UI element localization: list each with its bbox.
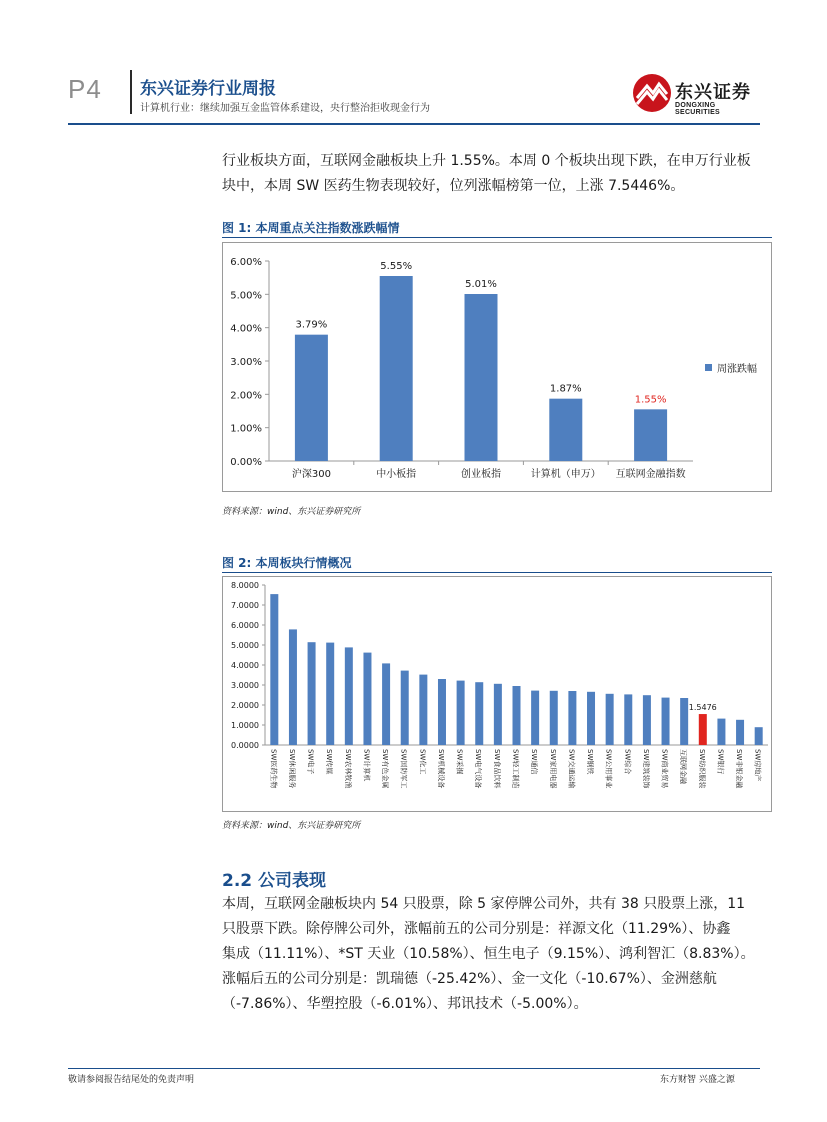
- section-line-4: 涨幅后五的公司分别是：凯瑞德（-25.42%）、金一文化（-10.67%）、金洲慈航: [222, 971, 717, 987]
- bar: [494, 684, 502, 745]
- intro-paragraph: [222, 149, 762, 199]
- section-line-1: 本周，互联网金融板块内 54 只股票，除 5 家停牌公司外，共有 38 只股票上涨，11: [222, 896, 746, 912]
- footer-slogan: 东方财智 兴盛之源: [660, 1075, 735, 1085]
- footer-rule: [68, 1068, 760, 1069]
- page-number: P4: [68, 74, 102, 104]
- bar: [270, 594, 278, 745]
- x-category-label: SW综合: [623, 749, 632, 775]
- report-title: 东兴证券行业周报: [140, 79, 276, 99]
- y-tick-label: 1.0000: [231, 721, 259, 730]
- bar-data-label: 1.87%: [549, 383, 582, 395]
- bar: [289, 629, 297, 745]
- x-category-label: SW电气设备: [474, 749, 483, 789]
- footer-disclaimer: 敬请参阅报告结尾处的免责声明: [68, 1075, 195, 1085]
- figure2-title: 图 2: 本周板块行情概况: [222, 556, 352, 570]
- x-category-label: 沪深300: [291, 469, 331, 480]
- figure2-title-rule: [222, 572, 772, 573]
- header-rule: [68, 123, 760, 125]
- bar: [531, 691, 539, 745]
- figure2-source: 资料来源：wind、东兴证券研究所: [222, 821, 361, 831]
- bar: [419, 675, 427, 745]
- bar: [457, 681, 465, 745]
- bar: [295, 335, 328, 461]
- header-divider: [130, 70, 132, 114]
- bar-data-label: 1.55%: [634, 394, 667, 406]
- x-category-label: SW银行: [716, 749, 725, 775]
- section-line-5: （-7.86%）、华塑控股（-6.01%）、邦讯技术（-5.00%）。: [222, 996, 588, 1012]
- y-tick-label: 2.00%: [230, 390, 262, 402]
- bar-data-label: 1.5476: [688, 703, 717, 713]
- legend-label: 周涨跌幅: [717, 364, 757, 375]
- bar: [549, 399, 582, 461]
- bar: [326, 643, 334, 745]
- y-tick-label: 6.0000: [231, 621, 259, 630]
- x-category-label: SW公用事业: [604, 749, 613, 789]
- y-tick-label: 5.00%: [230, 290, 262, 302]
- x-category-label: SW房地产: [753, 749, 762, 782]
- y-tick-label: 5.0000: [231, 641, 259, 650]
- x-category-label: SW采掘: [455, 749, 464, 775]
- figure1-chart: [223, 243, 771, 491]
- bar-data-label: 3.79%: [295, 319, 328, 331]
- bar: [401, 671, 409, 745]
- section-line-3: 集成（11.11%）、*ST 天业（10.58%）、恒生电子（9.15%）、鸿利智汇（8.83%）。: [222, 946, 755, 962]
- x-category-label: SW计算机: [362, 749, 371, 782]
- bar: [662, 698, 670, 745]
- legend-swatch: [705, 364, 712, 371]
- bar: [475, 682, 483, 745]
- bar: [465, 294, 498, 461]
- bar: [308, 642, 316, 745]
- bar: [363, 653, 371, 745]
- x-category-label: 互联网金融: [679, 749, 688, 784]
- x-category-label: SW传媒: [325, 749, 334, 775]
- bar: [568, 691, 576, 745]
- x-category-label: SW国防军工: [399, 749, 408, 789]
- y-tick-label: 7.0000: [231, 601, 259, 610]
- x-category-label: SW机械设备: [436, 749, 445, 789]
- x-category-label: SW家用电器: [548, 749, 557, 789]
- logo-text-en: DONGXING SECURITIES: [675, 102, 721, 116]
- figure1-title-rule: [222, 237, 772, 238]
- x-category-label: 互联网金融指数: [615, 469, 686, 480]
- figure1-title: 图 1: 本周重点关注指数涨跌幅情: [222, 221, 400, 235]
- x-category-label: SW建筑装饰: [641, 749, 650, 789]
- bar: [624, 694, 632, 745]
- figure1-source: 资料来源：wind、东兴证券研究所: [222, 507, 361, 517]
- x-category-label: SW纺织服装: [697, 749, 706, 789]
- bar: [438, 679, 446, 745]
- x-category-label: SW非银金融: [735, 749, 744, 789]
- y-tick-label: 1.00%: [230, 423, 262, 435]
- bar-data-label: 5.01%: [465, 279, 497, 290]
- section-heading: 2.2 公司表现: [222, 871, 327, 891]
- y-tick-label: 8.0000: [231, 581, 259, 590]
- y-tick-label: 0.00%: [230, 457, 262, 468]
- bar: [382, 663, 390, 745]
- intro-line-1: 行业板块方面，互联网金融板块上升 1.55%。本周 0 个板块出现下跌，在申万行业板: [222, 153, 751, 169]
- x-category-label: SW休闲服务: [287, 749, 296, 789]
- x-category-label: SW农林牧渔: [343, 749, 352, 789]
- y-tick-label: 4.0000: [231, 661, 259, 670]
- bar: [680, 698, 688, 745]
- logo-text-cn: 东兴证券: [675, 82, 751, 103]
- x-category-label: SW食品饮料: [492, 749, 501, 789]
- intro-line-2: 块中，本周 SW 医药生物表现较好，位列涨幅榜第一位，上涨 7.5446%。: [222, 178, 685, 194]
- bar: [643, 695, 651, 745]
- x-category-label: SW轻工制造: [511, 749, 520, 789]
- bar: [513, 686, 521, 745]
- x-category-label: SW电子: [306, 749, 315, 775]
- figure2-chart: [223, 577, 771, 811]
- x-category-label: SW交通运输: [567, 749, 576, 789]
- bar: [550, 691, 558, 745]
- figure1-frame: [222, 242, 772, 492]
- x-category-label: SW化工: [418, 749, 427, 775]
- bar-data-label: 5.55%: [380, 261, 413, 272]
- section-paragraph: [222, 892, 767, 1017]
- x-category-label: 创业板指: [461, 469, 501, 480]
- y-tick-label: 6.00%: [230, 257, 262, 268]
- y-tick-label: 4.00%: [230, 323, 262, 335]
- y-tick-label: 2.0000: [231, 701, 259, 710]
- y-tick-label: 3.00%: [230, 357, 262, 368]
- section-line-2: 只股票下跌。除停牌公司外，涨幅前五的公司分别是：祥源文化（11.29%）、协鑫: [222, 921, 731, 937]
- bar: [755, 727, 763, 745]
- y-tick-label: 0.0000: [231, 741, 259, 750]
- report-subtitle: 计算机行业：继续加强互金监管体系建设，央行整治拒收现金行为: [140, 103, 430, 114]
- x-category-label: SW商业贸易: [660, 749, 669, 789]
- bar: [634, 409, 667, 461]
- company-logo: [631, 72, 761, 118]
- bar: [717, 719, 725, 745]
- bar: [699, 714, 707, 745]
- logo-emblem-icon: [631, 72, 673, 114]
- x-category-label: SW通信: [530, 749, 539, 775]
- bar: [606, 694, 614, 745]
- figure2-frame: [222, 576, 772, 812]
- bar: [736, 720, 744, 745]
- x-category-label: SW有色金属: [381, 749, 390, 789]
- y-tick-label: 3.0000: [231, 681, 259, 690]
- x-category-label: SW钢铁: [586, 749, 595, 775]
- bar: [345, 647, 353, 745]
- x-category-label: 计算机（申万）: [530, 469, 601, 480]
- bar: [380, 276, 413, 461]
- bar: [587, 692, 595, 745]
- x-category-label: SW医药生物: [269, 749, 278, 789]
- x-category-label: 中小板指: [376, 469, 417, 480]
